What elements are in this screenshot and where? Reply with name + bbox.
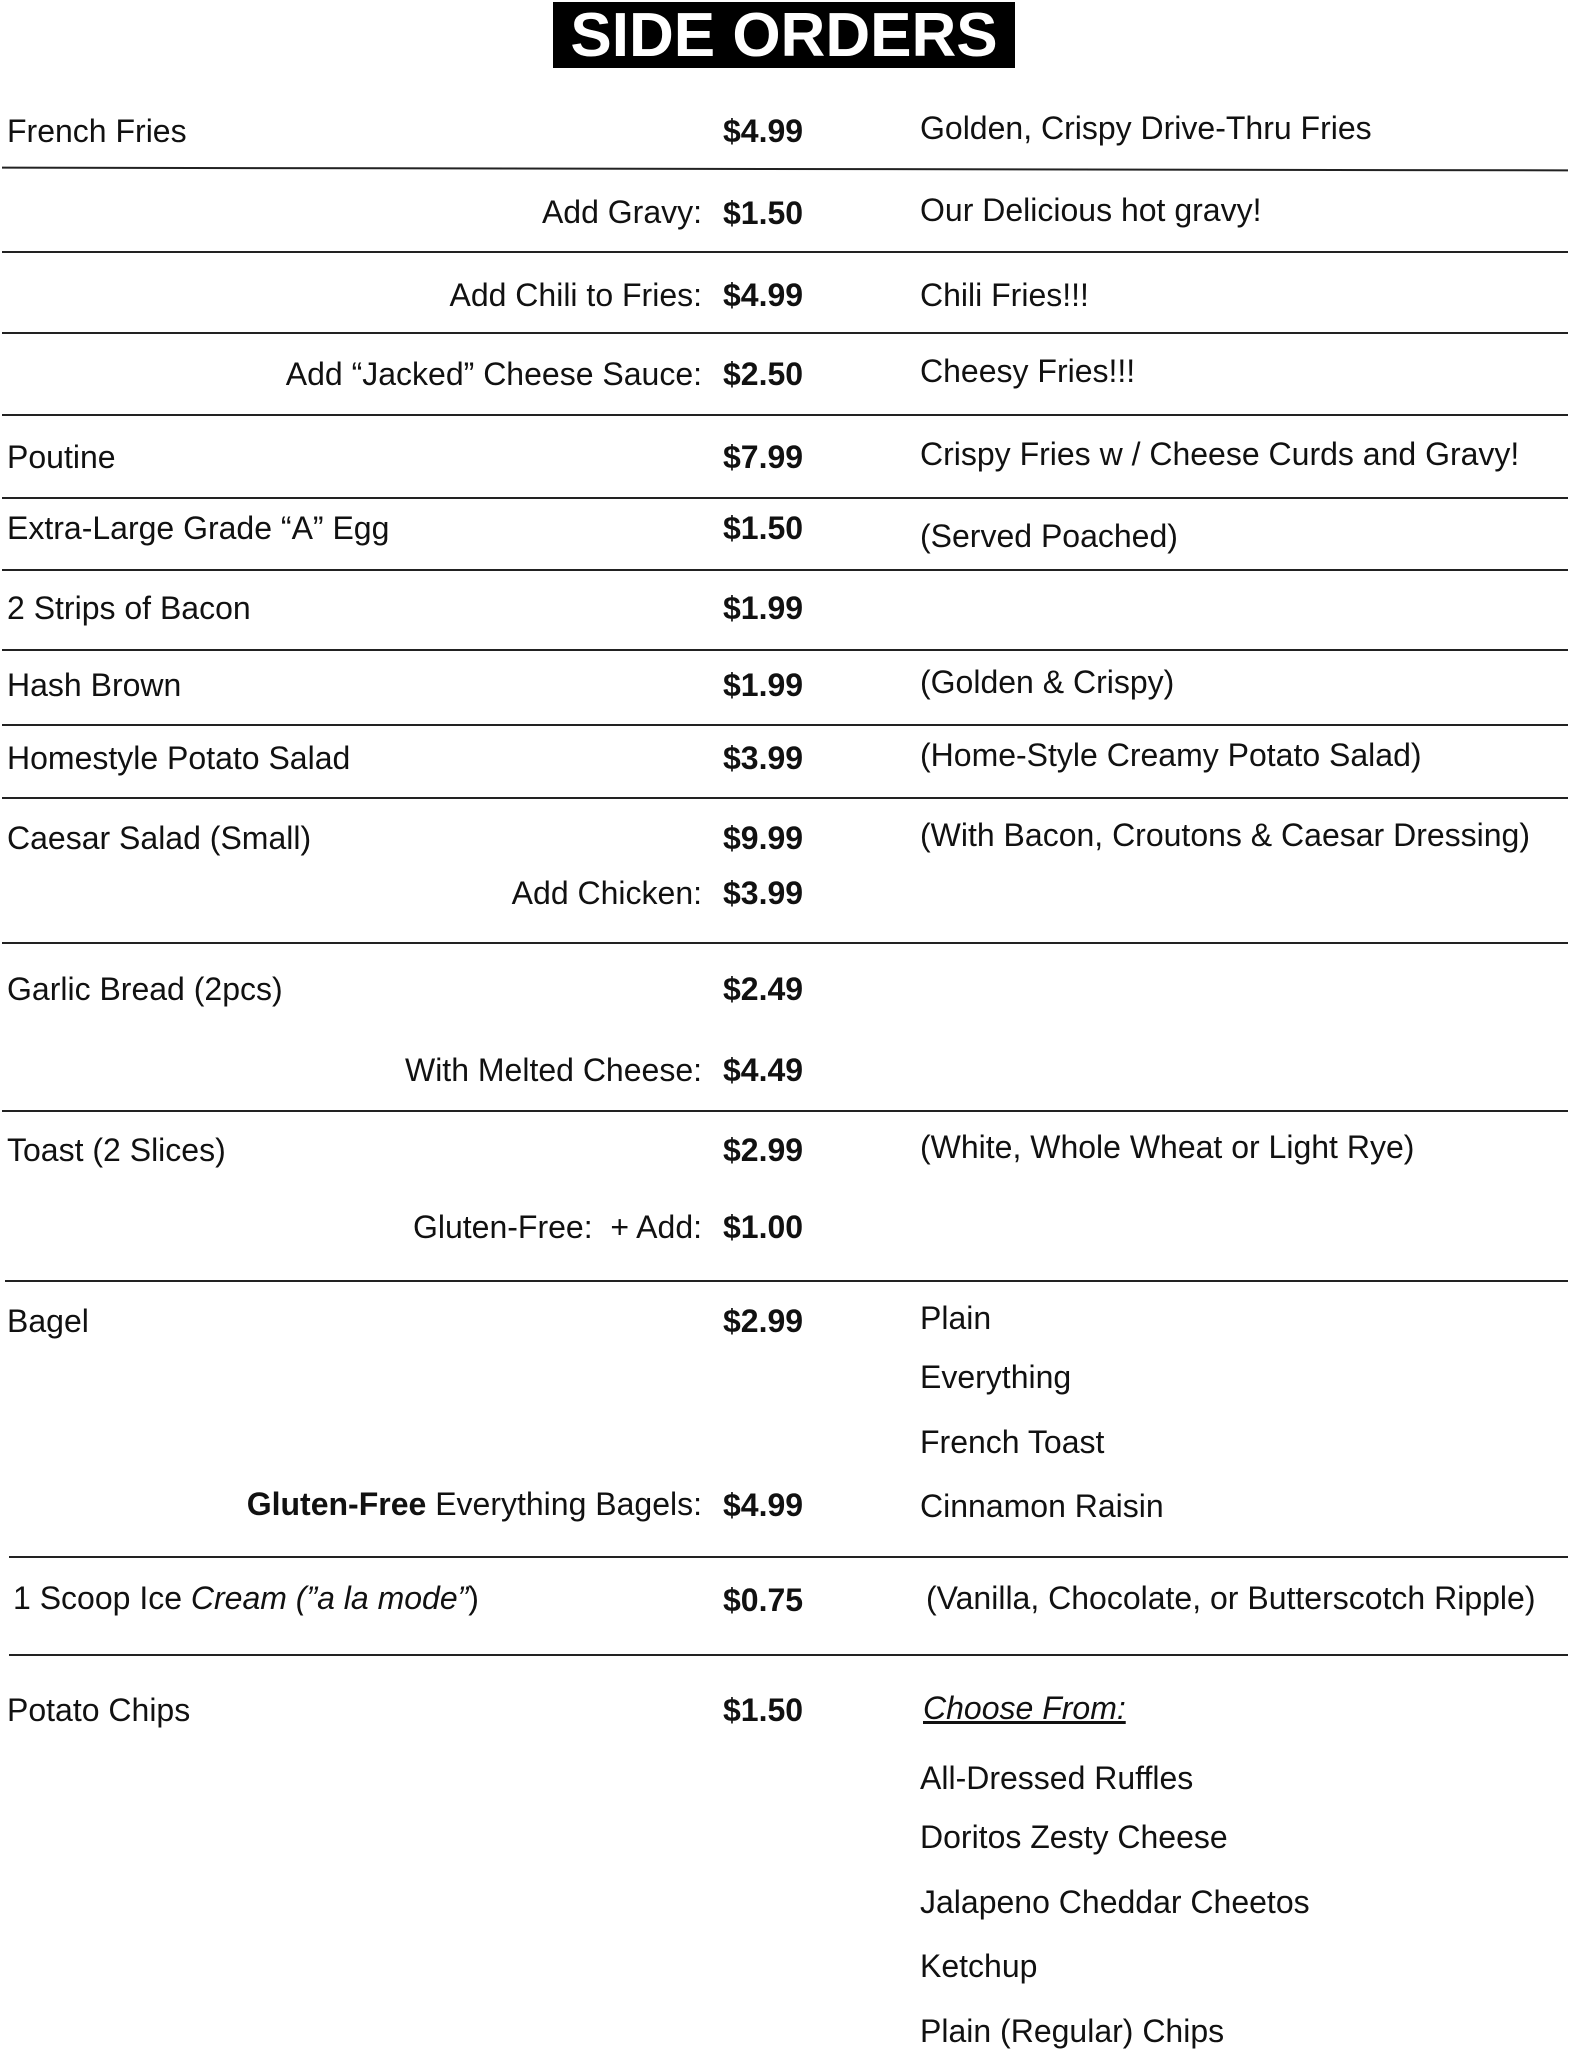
- item-price: $3.99: [723, 740, 804, 776]
- item-description: (Golden & Crispy): [920, 664, 1175, 700]
- chips-option: Jalapeno Cheddar Cheetos: [920, 1884, 1310, 1920]
- divider: [2, 167, 1568, 172]
- item-name: Potato Chips: [7, 1692, 191, 1728]
- bagel-option: Plain: [920, 1300, 992, 1336]
- divider: [5, 1280, 1568, 1282]
- ice-cream-label-a: 1 Scoop Ice: [13, 1580, 191, 1616]
- ice-cream-label-c: ): [468, 1580, 479, 1616]
- item-price: $1.00: [723, 1209, 804, 1245]
- item-price: $1.99: [723, 667, 804, 703]
- item-description: Golden, Crispy Drive-Thru Fries: [920, 110, 1372, 146]
- item-name: French Fries: [7, 113, 187, 149]
- item-description: Our Delicious hot gravy!: [920, 192, 1262, 228]
- item-price: $2.99: [723, 1303, 804, 1339]
- item-price: $4.99: [723, 113, 804, 149]
- item-name: Garlic Bread (2pcs): [7, 971, 283, 1007]
- item-addon-name: With Melted Cheese:: [404, 1052, 702, 1088]
- item-price: $4.99: [723, 277, 804, 313]
- item-addon-name: [247, 1484, 702, 1524]
- bagel-option: French Toast: [920, 1424, 1105, 1460]
- page-title: SIDE ORDERS: [553, 2, 1015, 68]
- item-description: (White, Whole Wheat or Light Rye): [920, 1129, 1415, 1165]
- item-addon-name: Add Gravy:: [541, 194, 702, 230]
- item-price: $2.99: [723, 1132, 804, 1168]
- item-description: (With Bacon, Croutons & Caesar Dressing): [920, 817, 1530, 853]
- divider: [9, 1654, 1568, 1656]
- item-price: $2.49: [723, 971, 804, 1007]
- chips-option: All-Dressed Ruffles: [920, 1760, 1194, 1796]
- bagel-gf-label: Everything Bagels:: [426, 1486, 702, 1522]
- item-addon-name: Gluten-Free: + Add:: [412, 1209, 702, 1245]
- bagel-option: Cinnamon Raisin: [920, 1488, 1164, 1524]
- item-price: $9.99: [723, 820, 804, 856]
- item-description: (Home-Style Creamy Potato Salad): [920, 737, 1422, 773]
- choose-from-label: Choose From:: [923, 1690, 1126, 1726]
- item-description: (Vanilla, Chocolate, or Butterscotch Ripple): [926, 1580, 1536, 1616]
- item-addon-name: Add Chicken:: [511, 875, 702, 911]
- item-name: Bagel: [7, 1303, 89, 1339]
- item-name: 2 Strips of Bacon: [7, 590, 251, 626]
- item-name: Poutine: [7, 439, 116, 475]
- bagel-option: Everything: [920, 1359, 1072, 1395]
- item-price: $0.75: [723, 1582, 804, 1618]
- divider: [2, 649, 1568, 651]
- divider: [2, 724, 1568, 726]
- item-description: Cheesy Fries!!!: [920, 353, 1136, 389]
- item-name: Toast (2 Slices): [7, 1132, 226, 1168]
- item-addon-name: Add Chili to Fries:: [449, 277, 702, 313]
- item-price: $1.50: [723, 195, 804, 231]
- item-price: $1.50: [723, 1692, 804, 1728]
- divider: [2, 332, 1568, 334]
- item-name: [13, 1578, 479, 1618]
- chips-option: Plain (Regular) Chips: [920, 2013, 1225, 2049]
- item-price: $2.50: [723, 356, 804, 392]
- item-description: Crispy Fries w / Cheese Curds and Gravy!: [920, 436, 1520, 472]
- item-price: $4.49: [723, 1052, 804, 1088]
- item-description: (Served Poached): [920, 518, 1178, 554]
- divider: [2, 1110, 1568, 1112]
- divider: [2, 569, 1568, 571]
- chips-option: Doritos Zesty Cheese: [920, 1819, 1228, 1855]
- item-name: Caesar Salad (Small): [7, 820, 312, 856]
- item-price: $1.99: [723, 590, 804, 626]
- item-name: Homestyle Potato Salad: [7, 740, 351, 776]
- divider: [9, 1556, 1568, 1558]
- item-price: $4.99: [723, 1487, 804, 1523]
- item-price: $7.99: [723, 439, 804, 475]
- gluten-free-label: Gluten-Free: [246, 1486, 427, 1522]
- divider: [2, 497, 1568, 499]
- item-name: Extra-Large Grade “A” Egg: [7, 510, 390, 546]
- item-name: Hash Brown: [7, 667, 182, 703]
- item-addon-name: Add “Jacked” Cheese Sauce:: [285, 356, 702, 392]
- chips-option: Ketchup: [920, 1948, 1038, 1984]
- item-description: Chili Fries!!!: [920, 277, 1089, 313]
- divider: [2, 797, 1568, 799]
- divider: [2, 414, 1568, 416]
- divider: [2, 942, 1568, 944]
- ice-cream-label-b: Cream (”a la mode”: [190, 1580, 469, 1616]
- divider: [2, 251, 1568, 253]
- item-price: $3.99: [723, 875, 804, 911]
- item-price: $1.50: [723, 510, 804, 546]
